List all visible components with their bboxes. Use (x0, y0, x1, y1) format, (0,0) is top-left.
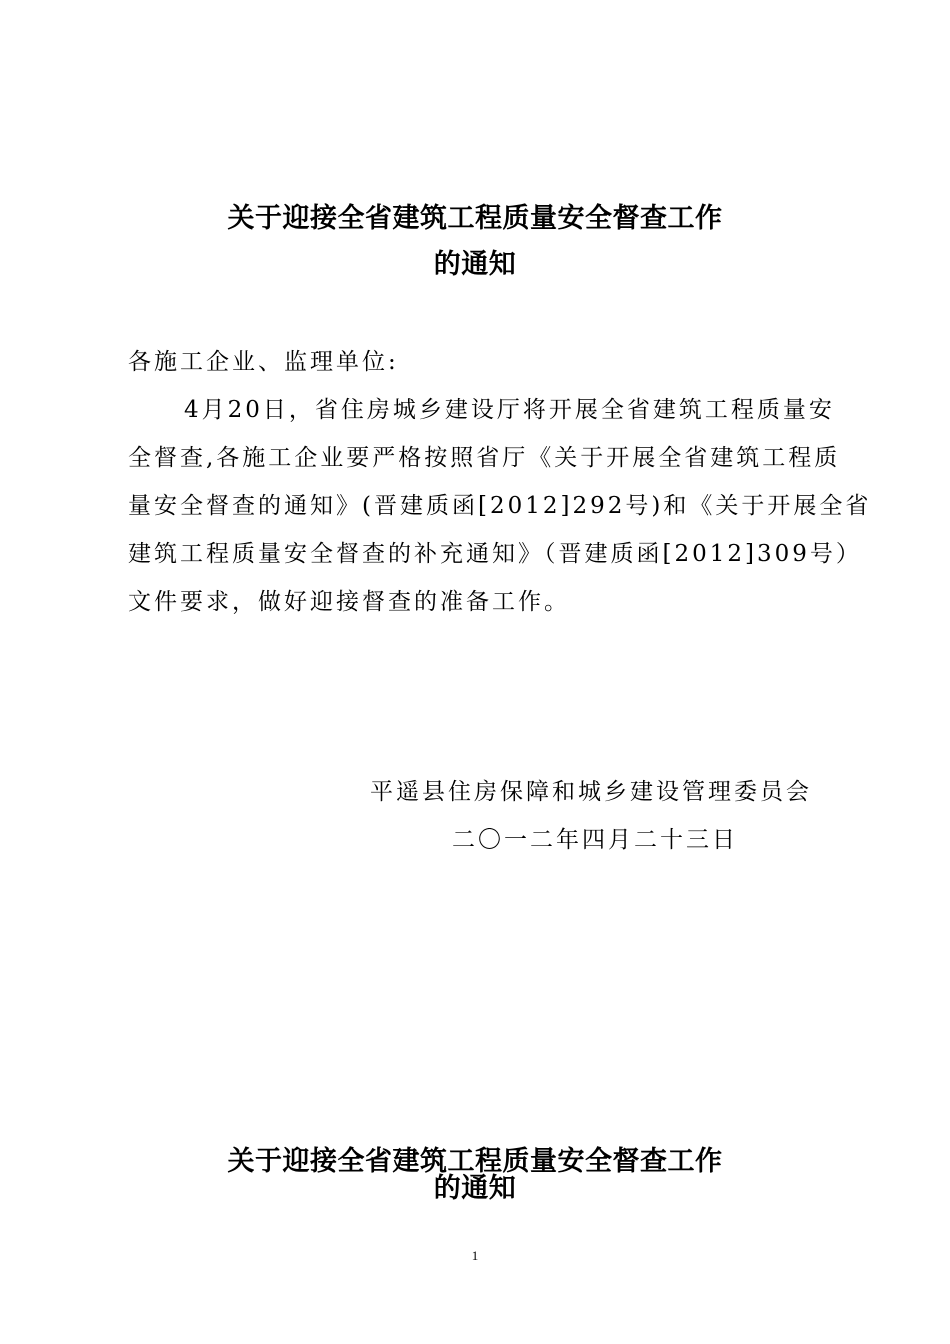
document-title-line-1: 关于迎接全省建筑工程质量安全督查工作 (227, 203, 723, 234)
paragraph-line: 文件要求，做好迎接督查的准备工作。 (128, 589, 570, 615)
repeated-title-line-1: 关于迎接全省建筑工程质量安全督查工作 (227, 1146, 723, 1177)
issuer-signature: 平遥县住房保障和城乡建设管理委员会 (370, 779, 812, 805)
issue-date: 二〇一二年四月二十三日 (452, 827, 738, 853)
page-number: 1 (471, 1248, 479, 1263)
salutation: 各施工企业、监理单位: (128, 349, 399, 375)
paragraph-line: 建筑工程质量安全督查的补充通知》（晋建质函[2012]309号） (128, 541, 862, 567)
paragraph-line: 4月20日，省住房城乡建设厅将开展全省建筑工程质量安 (184, 397, 835, 423)
paragraph-line: 全督查,各施工企业要严格按照省厅《关于开展全省建筑工程质 (128, 445, 841, 471)
paragraph-line: 量安全督查的通知》(晋建质函[2012]292号)和《关于开展全省 (128, 493, 872, 519)
repeated-title-line-2: 的通知 (433, 1173, 517, 1204)
notice-paragraph (128, 386, 872, 626)
document-title-line-2: 的通知 (433, 249, 517, 280)
